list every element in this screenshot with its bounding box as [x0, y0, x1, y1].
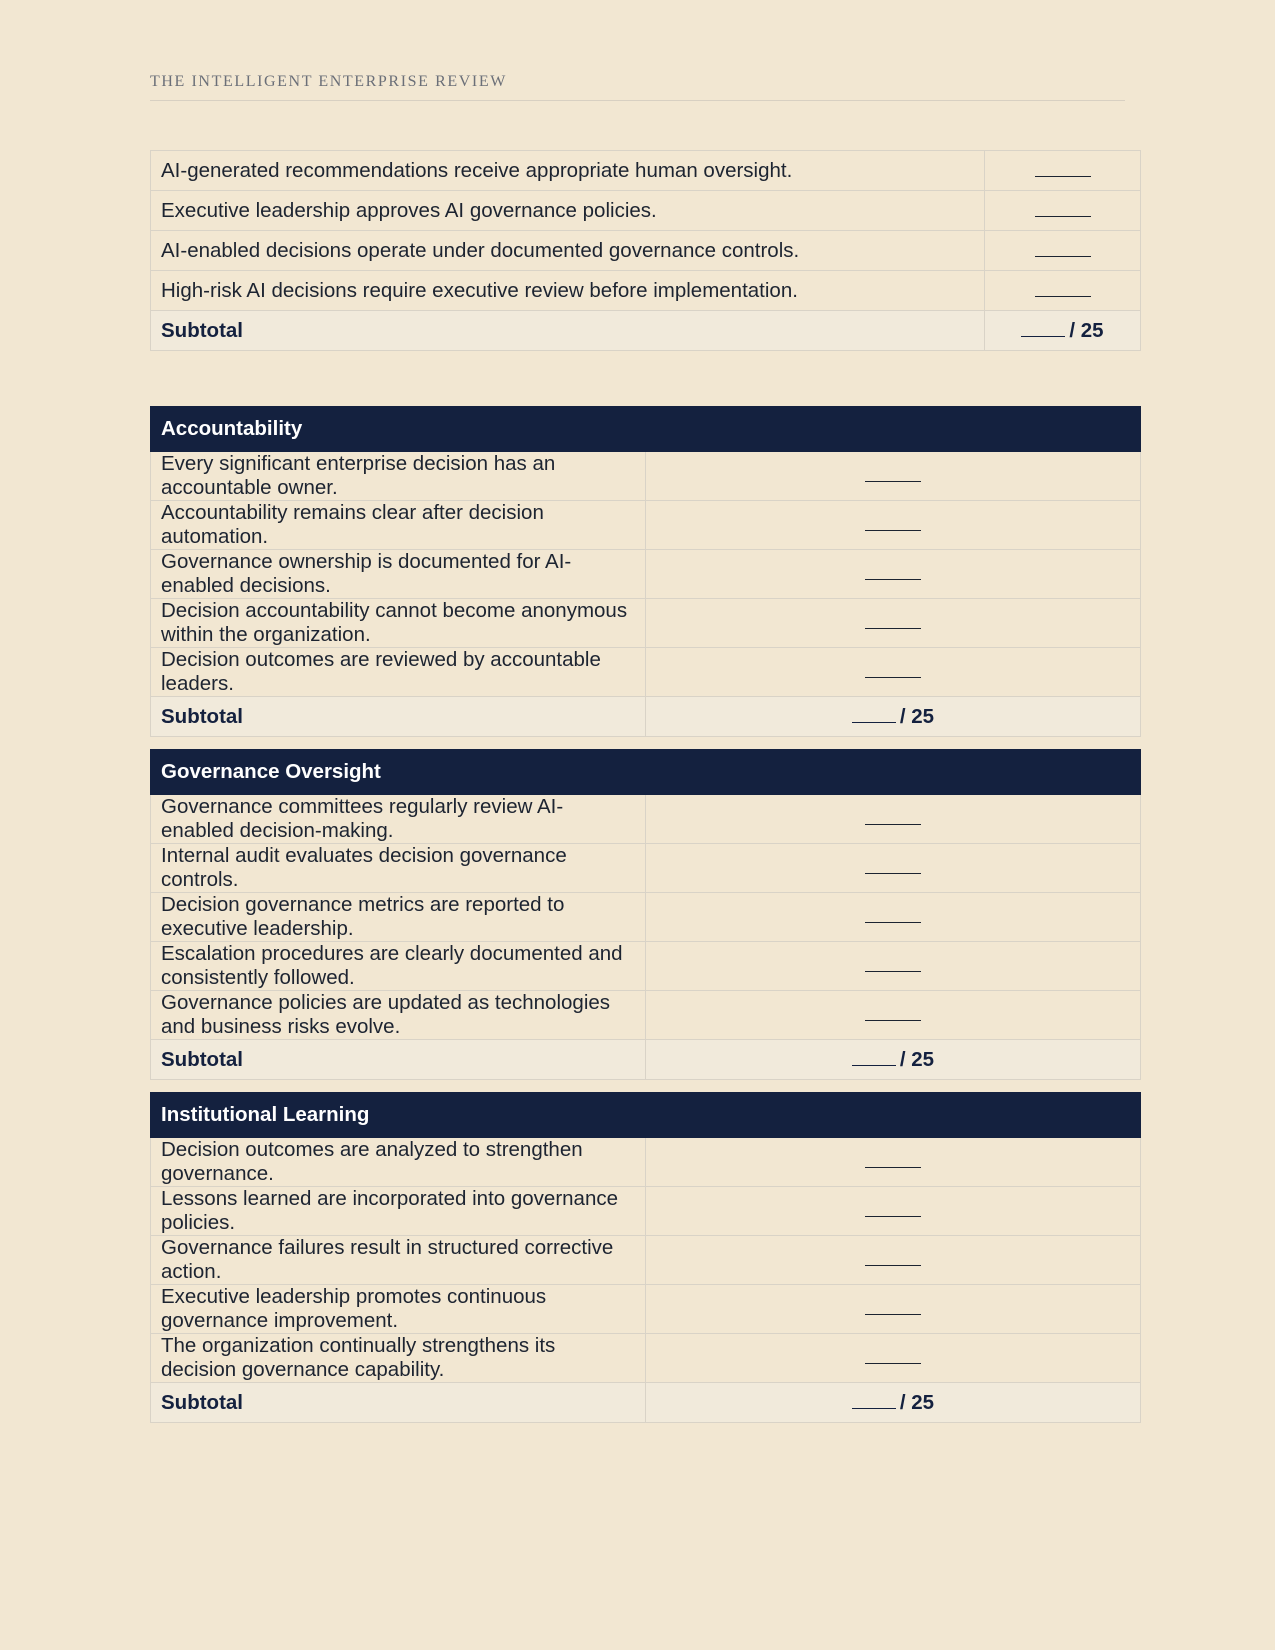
table-row	[151, 648, 1141, 697]
question-text: Lessons learned are incorporated into governance policies.	[151, 1187, 646, 1236]
section-header	[151, 1093, 1141, 1138]
section-header	[151, 407, 1141, 452]
question-text: Decision accountability cannot become anonymous within the organization.	[151, 599, 646, 648]
score-field[interactable]	[646, 1236, 1141, 1285]
table-row	[151, 452, 1141, 501]
question-text: Executive leadership approves AI governance policies.	[151, 191, 985, 231]
question-text: The organization continually strengthens its decision governance capability.	[151, 1334, 646, 1383]
question-text: Escalation procedures are clearly documented and consistently followed.	[151, 942, 646, 991]
subtotal-field[interactable]	[646, 697, 1141, 737]
table-row	[151, 191, 1141, 231]
subtotal-row	[151, 1040, 1141, 1080]
question-text: Decision outcomes are analyzed to strengthen governance.	[151, 1138, 646, 1187]
table-row	[151, 991, 1141, 1040]
section-table-governance-oversight	[150, 749, 1141, 1080]
score-field[interactable]	[985, 271, 1141, 311]
question-text: High-risk AI decisions require executive review before implementation.	[151, 271, 985, 311]
table-row	[151, 1138, 1141, 1187]
table-row	[151, 271, 1141, 311]
subtotal-max: / 25	[899, 704, 935, 728]
score-field[interactable]	[646, 795, 1141, 844]
section-title: Governance Oversight	[151, 750, 1141, 795]
table-row	[151, 231, 1141, 271]
table-row	[151, 599, 1141, 648]
score-field[interactable]	[646, 599, 1141, 648]
score-field[interactable]	[646, 501, 1141, 550]
score-field[interactable]	[646, 844, 1141, 893]
score-field[interactable]	[646, 1138, 1141, 1187]
question-text: Executive leadership promotes continuous governance improvement.	[151, 1285, 646, 1334]
section-title: Accountability	[151, 407, 1141, 452]
table-row	[151, 844, 1141, 893]
table-row	[151, 1236, 1141, 1285]
table-row	[151, 1187, 1141, 1236]
subtotal-label: Subtotal	[151, 1040, 646, 1080]
table-row	[151, 151, 1141, 191]
question-text: Governance committees regularly review AI-enabled decision-making.	[151, 795, 646, 844]
question-text: Decision outcomes are reviewed by accountable leaders.	[151, 648, 646, 697]
subtotal-field[interactable]	[646, 1383, 1141, 1423]
table-row	[151, 1285, 1141, 1334]
question-text: Governance ownership is documented for AI-enabled decisions.	[151, 550, 646, 599]
table-row	[151, 550, 1141, 599]
subtotal-row	[151, 311, 1141, 351]
section-table-accountability	[150, 406, 1141, 737]
score-field[interactable]	[646, 991, 1141, 1040]
subtotal-max: / 25	[899, 1047, 935, 1071]
question-text: Governance failures result in structured corrective action.	[151, 1236, 646, 1285]
question-text: AI-generated recommendations receive appropriate human oversight.	[151, 151, 985, 191]
score-field[interactable]	[646, 452, 1141, 501]
question-text: Accountability remains clear after decision automation.	[151, 501, 646, 550]
subtotal-max: / 25	[1069, 318, 1104, 342]
subtotal-row	[151, 697, 1141, 737]
subtotal-max: / 25	[899, 1390, 935, 1414]
score-field[interactable]	[646, 1285, 1141, 1334]
score-field[interactable]	[985, 151, 1141, 191]
score-field[interactable]	[646, 550, 1141, 599]
score-field[interactable]	[646, 942, 1141, 991]
question-text: Internal audit evaluates decision governance controls.	[151, 844, 646, 893]
section-table-continued	[150, 150, 1141, 351]
subtotal-label: Subtotal	[151, 697, 646, 737]
section-title: Institutional Learning	[151, 1093, 1141, 1138]
section-table-institutional-learning	[150, 1092, 1141, 1423]
question-text: Decision governance metrics are reported to executive leadership.	[151, 893, 646, 942]
subtotal-field[interactable]	[646, 1040, 1141, 1080]
score-field[interactable]	[646, 893, 1141, 942]
score-field[interactable]	[646, 648, 1141, 697]
score-field[interactable]	[646, 1334, 1141, 1383]
question-text: Governance policies are updated as technologies and business risks evolve.	[151, 991, 646, 1040]
subtotal-row	[151, 1383, 1141, 1423]
score-field[interactable]	[646, 1187, 1141, 1236]
table-row	[151, 795, 1141, 844]
subtotal-field[interactable]	[985, 311, 1141, 351]
table-row	[151, 942, 1141, 991]
subtotal-label: Subtotal	[151, 311, 985, 351]
section-header	[151, 750, 1141, 795]
table-row	[151, 893, 1141, 942]
score-field[interactable]	[985, 231, 1141, 271]
table-row	[151, 501, 1141, 550]
subtotal-label: Subtotal	[151, 1383, 646, 1423]
score-field[interactable]	[985, 191, 1141, 231]
running-head: THE INTELLIGENT ENTERPRISE REVIEW	[150, 73, 1125, 101]
table-row	[151, 1334, 1141, 1383]
question-text: AI-enabled decisions operate under documented governance controls.	[151, 231, 985, 271]
question-text: Every significant enterprise decision has an accountable owner.	[151, 452, 646, 501]
